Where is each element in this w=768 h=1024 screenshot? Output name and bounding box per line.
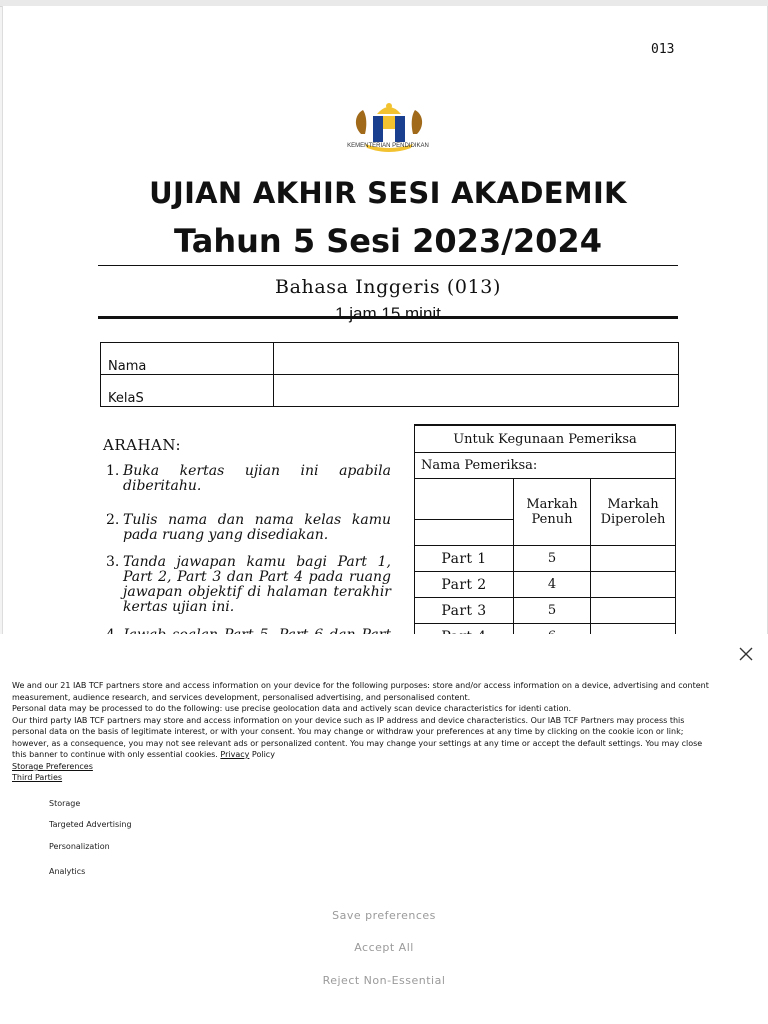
table-row [415,546,676,572]
instruction-text: Tulis nama dan nama kelas kamu pada ruang yang disediakan. [123,512,391,543]
full-marks-header: Markah Penuh [514,479,591,546]
name-label: Nama [101,343,274,375]
instruction-number: 3. [106,554,120,570]
examiner-name-label: Nama Pemeriksa: [415,453,676,479]
divider [98,265,678,266]
part-label: Part 3 [415,598,514,624]
name-field[interactable] [274,343,679,375]
table-row [415,479,676,520]
third-parties-link[interactable]: Third Parties [12,773,63,782]
part-label: Part 1 [415,546,514,572]
table-row [415,598,676,624]
full-marks: 5 [514,546,591,572]
consent-paragraph [12,715,712,761]
obtained-marks-header: Markah Diperoleh [591,479,676,546]
instruction-number: 2. [106,512,120,528]
consent-message [12,680,712,761]
obtained-marks [591,572,676,598]
accept-all-button[interactable]: Accept All [284,938,484,956]
exam-duration: 1 jam 15 minit [335,304,441,323]
instruction-text: Tanda jawapan kamu bagi Part 1, Part 2, Part 3 dan Part 4 pada ruang jawapan objektif di halaman terakhir kertas ujian ini. [123,554,391,615]
empty-cell [415,479,514,520]
purpose-targeted-advertising[interactable]: Targeted Advertising [49,820,132,829]
full-marks: 4 [514,572,591,598]
exam-title: UJIAN AKHIR SESI AKADEMIK [149,176,627,210]
table-row [101,375,679,407]
class-field[interactable] [274,375,679,407]
policy-text: Policy [251,750,275,759]
table-row [415,453,676,479]
purpose-analytics[interactable]: Analytics [49,867,86,876]
consent-paragraph: We and our 21 IAB TCF partners store and access information on your device for the following purposes: store and/or access information on a device, advertising and content measurement, audience research, and services development, personalised advertising, and personalised content. [12,681,709,702]
consent-paragraph-text: Our third party IAB TCF partners may store and access information on your device such as IP address and device characteristics. Our IAB TCF Partners may process this personal data on the basis of legitimate interest, or with your consent. You may change or withdraw your preferences at any time by clicking on the cookie icon or link; however, as a consequence, you may not see relevant ads or personalized content. You may change your settings at any time or accept the default settings. You may close this banner to continue with only essential cookies. [12,715,703,759]
class-label: KelaS [101,375,274,407]
examiner-header: Untuk Kegunaan Pemeriksa [415,425,676,453]
privacy-link[interactable]: Privacy [220,750,250,759]
instruction-number: 1. [106,463,120,479]
instruction-item [103,464,391,494]
reject-non-essential-button[interactable]: Reject Non-Essential [284,971,484,989]
subject-title: Bahasa Inggeris (013) [275,276,501,298]
table-row [415,572,676,598]
empty-cell [415,520,514,546]
save-preferences-button[interactable]: Save preferences [284,906,484,924]
instructions-heading: ARAHAN: [103,436,182,454]
purpose-personalization[interactable]: Personalization [49,842,110,851]
instruction-text: Buka kertas ujian ini apabila diberitahu. [123,463,391,494]
exam-subtitle: Tahun 5 Sesi 2023/2024 [174,222,602,260]
close-icon[interactable] [738,646,754,662]
part-label: Part 2 [415,572,514,598]
cookie-consent-banner [0,634,768,1024]
consent-paragraph: Personal data may be processed to do the following: use precise geolocation data and actively scan device characteristics for identi cation. [12,704,572,713]
purpose-storage[interactable]: Storage [49,799,81,808]
full-marks: 5 [514,598,591,624]
table-row [101,343,679,375]
table-row [415,425,676,453]
storage-preferences-link[interactable]: Storage Preferences [12,762,93,771]
obtained-marks [591,546,676,572]
page-number: 013 [651,42,675,57]
student-id-table [100,342,679,407]
ministry-label: KEMENTERIAN PENDIDIKAN [347,143,429,149]
examiner-table [414,424,676,650]
instruction-item [103,555,391,615]
obtained-marks [591,598,676,624]
instruction-item [103,513,391,543]
